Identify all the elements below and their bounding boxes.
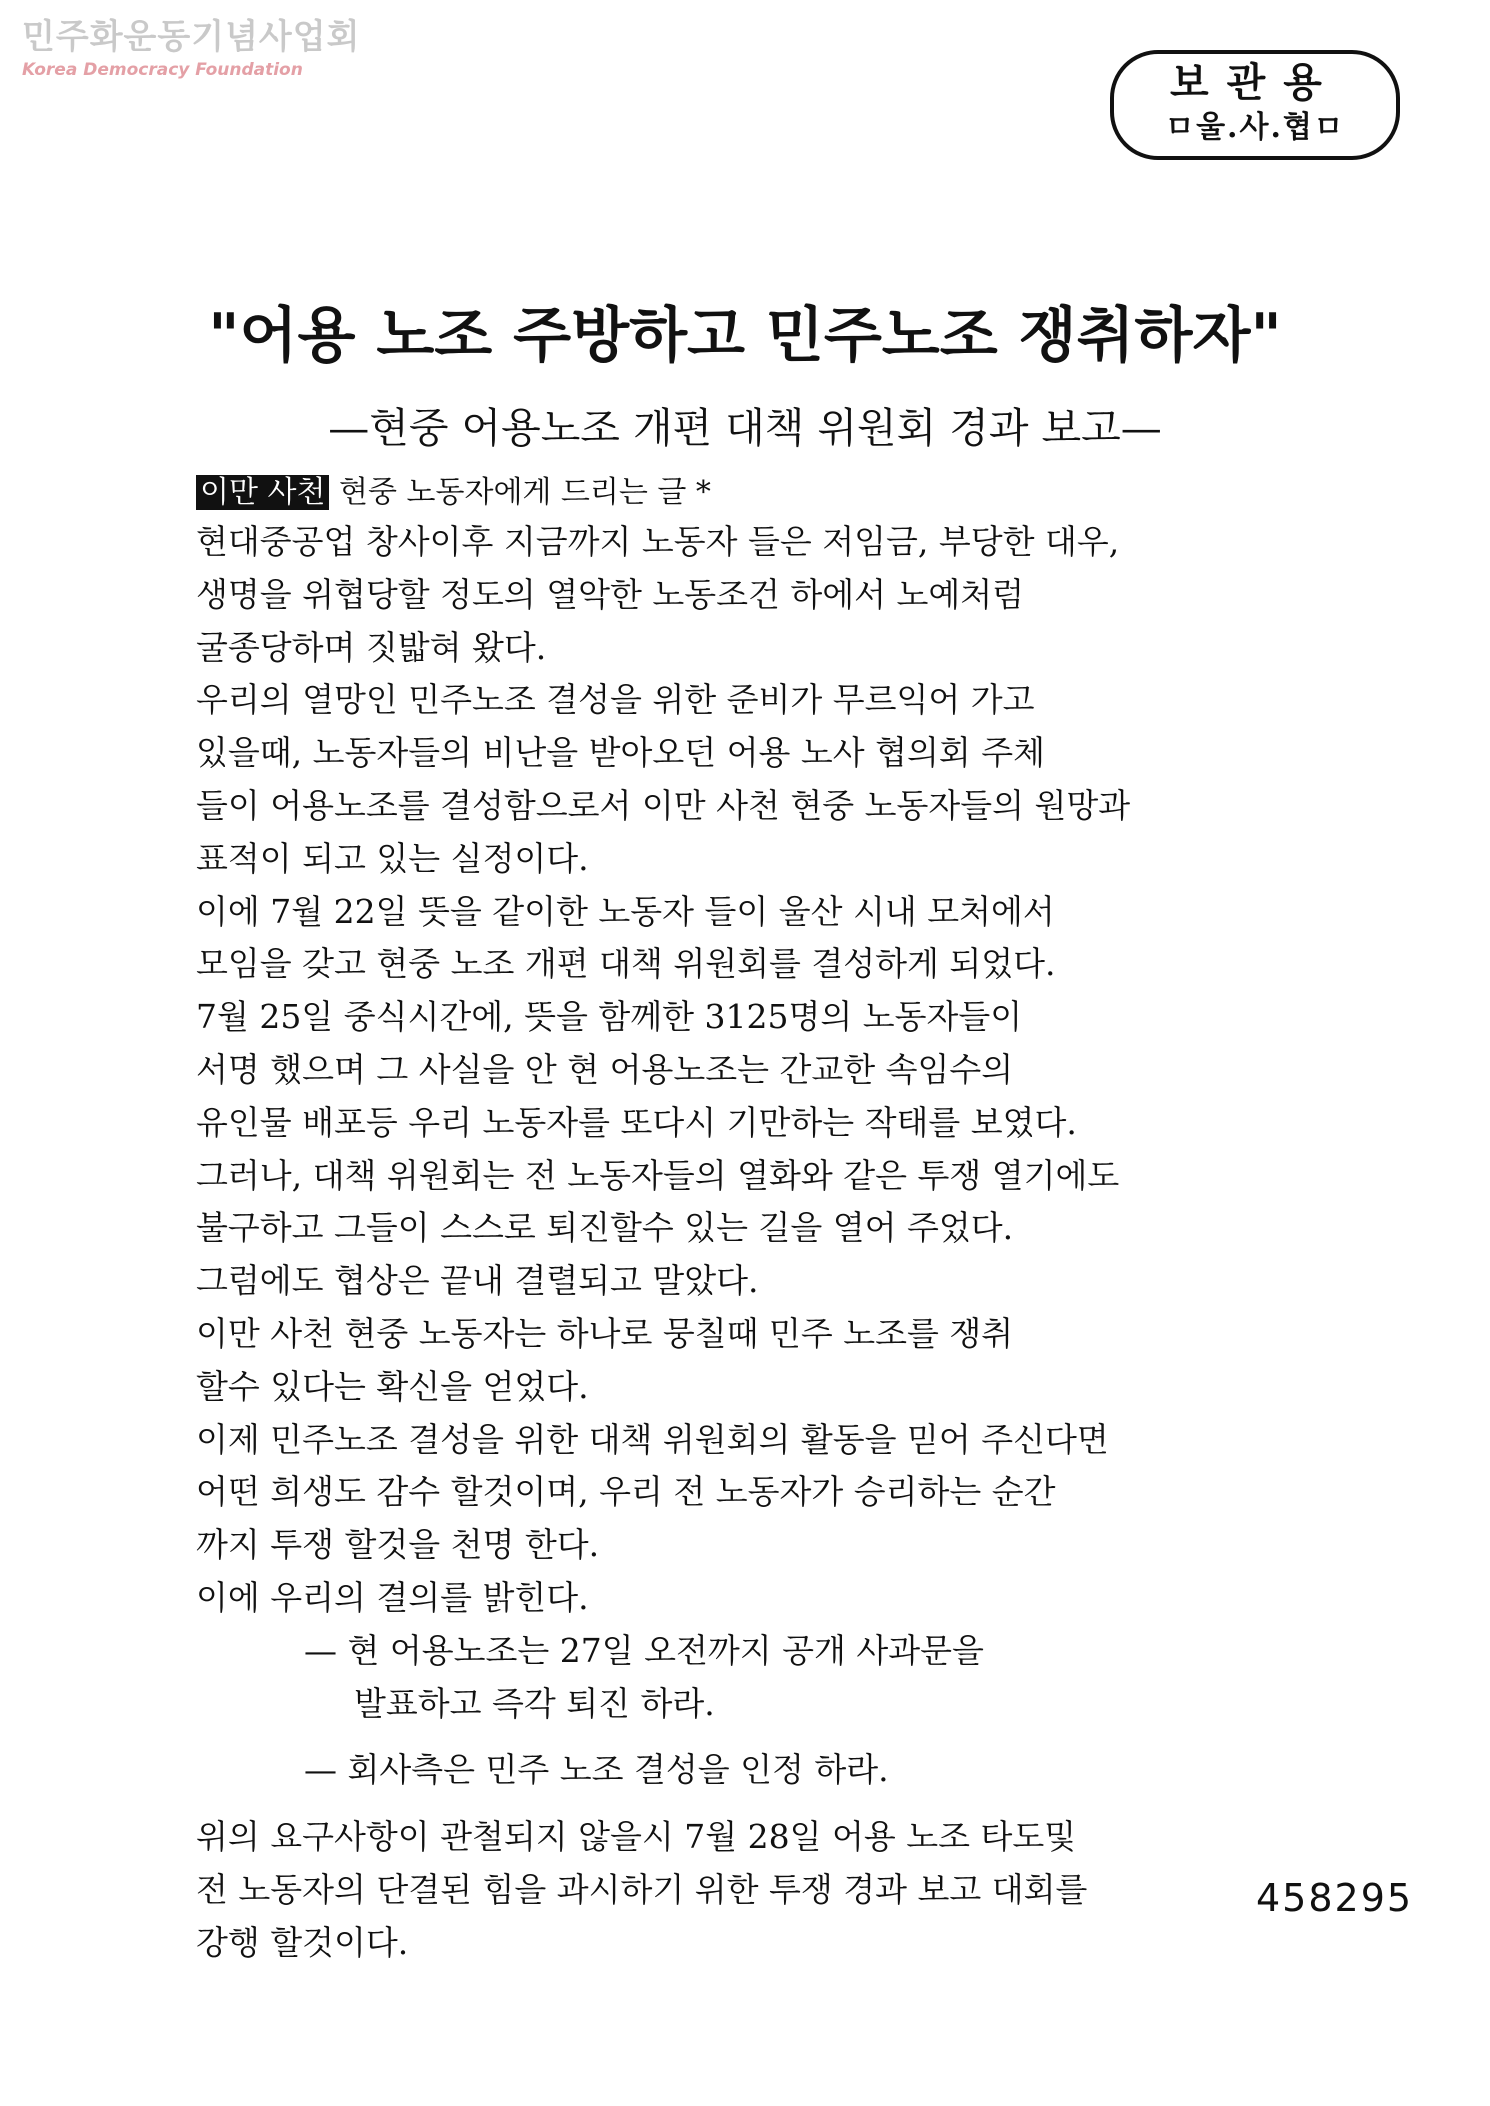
body-line: 이만 사천 현중 노동자는 하나로 뭉칠때 민주 노조를 쟁취 bbox=[196, 1313, 1014, 1353]
letter-heading bbox=[196, 468, 711, 518]
document-title: "어용 노조 주방하고 민주노조 쟁취하자" bbox=[208, 301, 1282, 371]
body-line: 표적이 되고 있는 실정이다. bbox=[196, 838, 589, 878]
body-line: 이에 7월 22일 뜻을 같이한 노동자 들이 울산 시내 모처에서 bbox=[196, 891, 1055, 931]
demand-item-1: — 현 어용노조는 27일 오전까지 공개 사과문을 bbox=[304, 1630, 984, 1670]
body-line: 이제 민주노조 결성을 위한 대책 위원회의 활동을 믿어 주신다면 bbox=[196, 1419, 1109, 1459]
body-line: 들이 어용노조를 결성함으로서 이만 사천 현중 노동자들의 원망과 bbox=[196, 785, 1131, 825]
body-line: 우리의 열망인 민주노조 결성을 위한 준비가 무르익어 가고 bbox=[196, 680, 1035, 720]
watermark-english: Korea Democracy Foundation bbox=[22, 60, 303, 80]
heading-rest: 현중 노동자에게 드리는 글 * bbox=[329, 475, 711, 510]
document-subtitle: —현중 어용노조 개편 대책 위원회 경과 보고— bbox=[328, 404, 1162, 452]
body-line: 그럼에도 협상은 끝내 결렬되고 말았다. bbox=[196, 1261, 759, 1301]
body-line: 굴종당하며 짓밟혀 왔다. bbox=[196, 627, 547, 667]
demand-item-1-cont: 발표하고 즉각 퇴진 하라. bbox=[354, 1683, 715, 1723]
body-line: 서명 했으며 그 사실을 안 현 어용노조는 간교한 속임수의 bbox=[196, 1049, 1014, 1089]
closing-line: 전 노동자의 단결된 힘을 과시하기 위한 투쟁 경과 보고 대회를 bbox=[196, 1869, 1088, 1909]
stamp-line-1: 보관용 bbox=[1170, 59, 1340, 106]
body-line: 생명을 위협당할 정도의 열악한 노동조건 하에서 노예처럼 bbox=[196, 574, 1025, 614]
body-line: 어떤 희생도 감수 할것이며, 우리 전 노동자가 승리하는 순간 bbox=[196, 1472, 1056, 1512]
body-line: 불구하고 그들이 스스로 퇴진할수 있는 길을 열어 주었다. bbox=[196, 1208, 1014, 1248]
archive-stamp bbox=[1110, 50, 1400, 160]
letter-body bbox=[196, 516, 1326, 1970]
demand-item-2: — 회사측은 민주 노조 결성을 인정 하라. bbox=[304, 1750, 889, 1790]
body-line: 현대중공업 창사이후 지금까지 노동자 들은 저임금, 부당한 대우, bbox=[196, 522, 1120, 561]
heading-highlight: 이만 사천 bbox=[196, 475, 329, 510]
body-line: 이에 우리의 결의를 밝힌다. bbox=[196, 1577, 589, 1617]
body-line: 유인물 배포등 우리 노동자를 또다시 기만하는 작태를 보였다. bbox=[196, 1102, 1077, 1142]
closing-line: 위의 요구사항이 관철되지 않을시 7월 28일 어용 노조 타도및 bbox=[196, 1817, 1077, 1857]
closing-line: 강행 할것이다. bbox=[196, 1922, 409, 1962]
body-line: 7월 25일 중식시간에, 뜻을 함께한 3125명의 노동자들이 bbox=[196, 997, 1023, 1037]
body-line: 할수 있다는 확신을 얻었다. bbox=[196, 1366, 589, 1406]
body-line: 있을때, 노동자들의 비난을 받아오던 어용 노사 협의회 주체 bbox=[196, 733, 1045, 773]
watermark-korean: 민주화운동기념사업회 bbox=[22, 17, 361, 57]
body-line: 모임을 갖고 현중 노조 개편 대책 위원회를 결성하게 되었다. bbox=[196, 944, 1056, 984]
body-line: 까지 투쟁 할것을 천명 한다. bbox=[196, 1525, 600, 1565]
stamp-line-2: ㅁ울.사.협ㅁ bbox=[1165, 110, 1345, 145]
body-line: 그러나, 대책 위원회는 전 노동자들의 열화와 같은 투쟁 열기에도 bbox=[196, 1155, 1120, 1195]
document-number: 458295 bbox=[1256, 1876, 1414, 1920]
watermark bbox=[22, 18, 360, 80]
